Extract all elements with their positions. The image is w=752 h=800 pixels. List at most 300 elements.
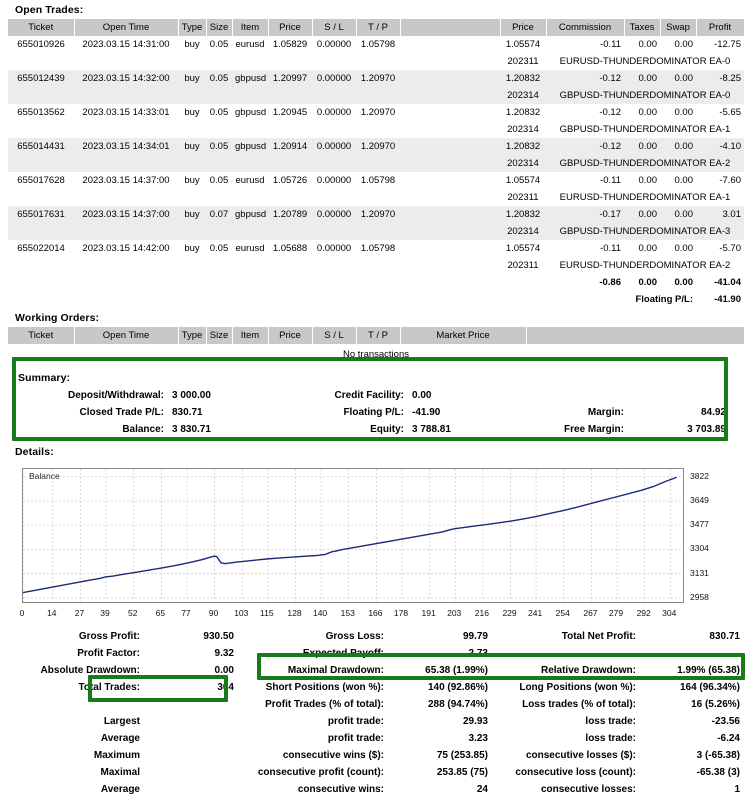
cell-size: 0.05 [206, 138, 232, 155]
chart-x-tick: 203 [447, 608, 462, 618]
cell-sl: 0.00000 [316, 39, 352, 50]
cell-sl: 0.00000 [312, 70, 356, 87]
maximal-drawdown-label: Maximal Drawdown: [287, 665, 384, 676]
stats-row-average2 [8, 781, 744, 798]
stats-blank-2 [640, 645, 744, 662]
cell-type: buy [184, 39, 200, 50]
chart-x-tick: 103 [234, 608, 249, 618]
cell-ticket: 655013562 [17, 107, 65, 118]
col-spacer [400, 19, 500, 36]
profit-factor-value: 9.32 [214, 648, 234, 659]
cell-commission: -0.12 [546, 70, 624, 87]
cell-size: 0.05 [209, 39, 229, 50]
cell-price: 1.05726 [272, 175, 308, 186]
chart-x-tick: 90 [208, 608, 219, 618]
cell-commission: -0.12 [599, 107, 621, 118]
gross-profit-label: Gross Profit: [78, 631, 140, 642]
average-label-2: Average [100, 784, 140, 795]
wo-col-open-time[interactable]: Open Time [74, 327, 178, 344]
cell-ticket: 655010926 [17, 39, 65, 50]
cell-type: buy [184, 175, 200, 186]
chart-legend-balance: Balance [29, 471, 60, 481]
cell-profit: -5.65 [719, 107, 741, 118]
cell-type: buy [178, 206, 206, 223]
cell-item: gbpusd [232, 138, 268, 155]
chart-x-tick: 65 [155, 608, 166, 618]
working-orders-empty-message: No transactions [342, 349, 409, 360]
chart-x-tick: 292 [636, 608, 651, 618]
summary-blank-1 [518, 387, 628, 404]
col-price[interactable]: Price [268, 19, 312, 36]
col-commission[interactable]: Commission [546, 19, 624, 36]
chart-x-tick: 140 [312, 608, 328, 618]
cell-open-time: 2023.03.15 14:32:00 [74, 70, 178, 87]
cell-close-price: 1.05574 [505, 175, 541, 186]
closed-pl-value: 830.71 [172, 407, 203, 418]
cell-sl: 0.00000 [312, 138, 356, 155]
open-trades-caption: Open Trades: [15, 4, 84, 16]
cell-close-price: 1.20832 [500, 206, 546, 223]
average-label: Average [100, 733, 140, 744]
totals-profit: -41.04 [714, 277, 741, 288]
cell-comment: EURUSD-THUNDERDOMINATOR EA-2 [559, 260, 731, 271]
cell-comment-spacer [8, 223, 500, 240]
col-ticket[interactable]: Ticket [8, 19, 74, 36]
chart-x-tick: 77 [181, 608, 191, 618]
totals-taxes: 0.00 [638, 277, 657, 288]
cell-swap: 0.00 [660, 70, 696, 87]
stats-row-gross [8, 628, 744, 645]
cell-item: gbpusd [232, 70, 268, 87]
cell-comment-spacer [8, 87, 500, 104]
cell-ticket: 655017628 [17, 175, 65, 186]
closed-pl-label: Closed Trade P/L: [79, 407, 164, 418]
cell-open-time: 2023.03.15 14:33:01 [82, 107, 170, 118]
wo-col-market-price[interactable]: Market Price [400, 327, 526, 344]
max-cons-losses-value: 3 (-65.38) [696, 750, 740, 761]
col-item[interactable]: Item [232, 19, 268, 36]
cell-comment-spacer [8, 189, 500, 206]
cell-type: buy [184, 107, 200, 118]
summary-row-2 [18, 404, 730, 421]
relative-drawdown-label: Relative Drawdown: [540, 665, 636, 676]
credit-value: 0.00 [412, 390, 432, 401]
stats-row-maximal [8, 764, 744, 781]
cell-sl: 0.00000 [312, 206, 356, 223]
maximal-cons-loss-value: -65.38 (3) [696, 767, 740, 778]
wo-col-spacer [526, 327, 744, 344]
profit-trades-label: Profit Trades (% of total): [265, 699, 384, 710]
chart-plot-area [22, 468, 684, 603]
average-blank [144, 730, 238, 747]
wo-col-ticket[interactable]: Ticket [8, 327, 74, 344]
balance-label: Balance: [122, 424, 164, 435]
cell-price: 1.20945 [272, 107, 308, 118]
equity-label: Equity: [370, 424, 404, 435]
cell-commission: -0.11 [600, 243, 621, 254]
table-row[interactable] [8, 240, 744, 257]
wo-col-tp[interactable]: T / P [356, 327, 400, 344]
cell-comment: GBPUSD-THUNDERDOMINATOR EA-2 [546, 155, 744, 172]
summary-row-3 [18, 421, 730, 438]
table-row-comment [8, 121, 744, 138]
cell-open-time: 2023.03.15 14:37:00 [82, 175, 170, 186]
cell-profit: -12.75 [714, 39, 741, 50]
chart-x-tick: 0 [19, 608, 25, 618]
cell-ticket: 655014431 [8, 138, 74, 155]
absolute-drawdown-value: 0.00 [214, 665, 234, 676]
largest-label: Largest [103, 716, 140, 727]
chart-x-tick: 153 [340, 608, 355, 618]
chart-x-tick: 191 [421, 608, 436, 618]
cell-taxes: 0.00 [638, 39, 657, 50]
cell-price: 1.20789 [268, 206, 312, 223]
chart-y-tick: 3822 [690, 470, 709, 481]
average2-blank [144, 781, 238, 798]
cell-swap: 0.00 [674, 243, 693, 254]
col-close-price[interactable]: Price [500, 19, 546, 36]
maximal-drawdown-value: 65.38 (1.99%) [425, 665, 488, 676]
maximum-blank [144, 747, 238, 764]
cell-item: eurusd [235, 175, 265, 186]
open-trades-body [8, 36, 744, 308]
maximal-label: Maximal [100, 767, 140, 778]
average-profit-value: 3.23 [468, 733, 488, 744]
floating-pl-row [8, 291, 744, 308]
cell-swap: 0.00 [660, 138, 696, 155]
maximal-cons-profit-value: 253.85 (75) [436, 767, 488, 778]
chart-x-tick: 39 [100, 608, 110, 618]
cell-comment-spacer [8, 257, 500, 274]
cell-ticket: 655012439 [8, 70, 74, 87]
cell-spacer [400, 104, 500, 121]
avg-cons-losses-value: 1 [734, 784, 740, 795]
profit-trades-value: 288 (94.74%) [427, 699, 488, 710]
total-net-profit-value: 830.71 [709, 631, 740, 642]
table-row[interactable] [8, 36, 744, 53]
totals-swap: 0.00 [674, 277, 693, 288]
maximal-blank [144, 764, 238, 781]
avg-cons-losses-label: consecutive losses: [540, 784, 636, 795]
maximal-cons-profit-label: consecutive profit (count): [257, 767, 384, 778]
stats-row-factor [8, 645, 744, 662]
cell-swap: 0.00 [674, 175, 693, 186]
cell-taxes: 0.00 [638, 243, 657, 254]
gross-loss-label: Gross Loss: [325, 631, 384, 642]
free-margin-label: Free Margin: [563, 424, 624, 435]
cell-item: gbpusd [235, 107, 267, 118]
cell-taxes: 0.00 [624, 206, 660, 223]
cell-tp: 1.20970 [356, 206, 400, 223]
summary-caption: Summary: [18, 372, 71, 384]
table-row[interactable] [8, 206, 744, 223]
table-row-comment [8, 189, 744, 206]
cell-tp: 1.20970 [356, 70, 400, 87]
wo-col-price[interactable]: Price [268, 327, 312, 344]
col-type[interactable]: Type [178, 19, 206, 36]
chart-x-tick: 304 [662, 608, 677, 618]
cell-size: 0.07 [206, 206, 232, 223]
summary-section [8, 366, 744, 442]
cell-spacer [400, 36, 500, 53]
cell-item: eurusd [235, 243, 265, 254]
cell-comment-spacer [8, 121, 500, 138]
cell-sl: 0.00000 [316, 107, 352, 118]
long-positions-value: 164 (96.34%) [679, 682, 740, 693]
cell-profit: 3.01 [696, 206, 744, 223]
cell-comment: EURUSD-THUNDERDOMINATOR EA-0 [559, 56, 731, 67]
free-margin-value: 3 703.89 [687, 424, 726, 435]
cell-profit: -5.70 [719, 243, 741, 254]
table-row-comment [8, 155, 744, 172]
cell-open-time: 2023.03.15 14:37:00 [74, 206, 178, 223]
floating-pl-label-cell: Floating P/L: [635, 294, 693, 305]
total-trades-value: 304 [217, 682, 234, 693]
cell-close-price: 1.20832 [500, 70, 546, 87]
cell-profit: -4.10 [696, 138, 744, 155]
largest-loss-value: -23.56 [711, 716, 740, 727]
cell-comment-spacer [8, 155, 500, 172]
absolute-drawdown-label: Absolute Drawdown: [40, 665, 140, 676]
table-row[interactable] [8, 104, 744, 121]
equity-value: 3 788.81 [412, 424, 451, 435]
chart-x-tick: 115 [260, 608, 274, 618]
cell-comment: GBPUSD-THUNDERDOMINATOR EA-3 [546, 223, 744, 240]
chart-x-tick: 178 [393, 608, 409, 618]
col-taxes[interactable]: Taxes [624, 19, 660, 36]
stats-blank-4 [144, 696, 238, 713]
average-loss-value: -6.24 [717, 733, 740, 744]
totals-commission: -0.86 [599, 277, 621, 288]
short-positions-value: 140 (92.86%) [427, 682, 488, 693]
balance-chart [8, 464, 744, 624]
summary-blank-2 [628, 387, 730, 404]
chart-y-tick: 2958 [690, 591, 709, 602]
cell-close-price: 1.05574 [505, 39, 541, 50]
cell-open-time: 2023.03.15 14:31:00 [82, 39, 170, 50]
average-loss-label: loss trade: [585, 733, 636, 744]
cell-tp: 1.20970 [356, 138, 400, 155]
summary-row-1 [18, 387, 730, 404]
cell-magic-number: 202314 [507, 124, 539, 135]
wo-col-sl[interactable]: S / L [312, 327, 356, 344]
balance-value: 3 830.71 [172, 424, 211, 435]
chart-x-tick: 241 [528, 608, 543, 618]
cell-type: buy [184, 243, 200, 254]
col-tp[interactable]: T / P [356, 19, 400, 36]
cell-spacer [400, 70, 500, 87]
chart-x-tick: 128 [287, 608, 302, 618]
wo-col-item[interactable]: Item [232, 327, 268, 344]
chart-x-tick: 14 [47, 608, 57, 618]
loss-trades-value: 16 (5.26%) [691, 699, 740, 710]
chart-x-axis-labels [19, 607, 684, 621]
cell-item: gbpusd [232, 206, 268, 223]
cell-close-price: 1.05574 [505, 243, 541, 254]
cell-comment: EURUSD-THUNDERDOMINATOR EA-1 [559, 192, 731, 203]
cell-size: 0.05 [209, 107, 229, 118]
chart-y-tick: 3477 [690, 519, 709, 530]
cell-size: 0.05 [206, 70, 232, 87]
chart-x-tick: 27 [74, 608, 85, 618]
stats-row-winloss [8, 696, 744, 713]
cell-tp: 1.20970 [360, 107, 396, 118]
total-net-profit-label: Total Net Profit: [561, 631, 636, 642]
table-row[interactable] [8, 172, 744, 189]
cell-comment: GBPUSD-THUNDERDOMINATOR EA-1 [559, 124, 731, 135]
working-orders-caption: Working Orders: [15, 312, 100, 324]
stats-row-drawdown [8, 662, 744, 679]
floating-pl-value-cell: -41.90 [714, 294, 741, 305]
cell-sl: 0.00000 [316, 243, 352, 254]
cell-close-price: 1.20832 [500, 138, 546, 155]
working-orders-table [8, 327, 745, 344]
profit-factor-label: Profit Factor: [77, 648, 140, 659]
cell-taxes: 0.00 [638, 107, 657, 118]
short-positions-label: Short Positions (won %): [265, 682, 384, 693]
avg-cons-wins-value: 24 [476, 784, 488, 795]
floating-pl-label: Floating P/L: [343, 407, 404, 418]
chart-y-tick: 3131 [690, 567, 709, 578]
cell-price: 1.05688 [272, 243, 308, 254]
totals-row [8, 274, 744, 291]
cell-magic-number: 202314 [500, 155, 546, 172]
cell-magic-number: 202311 [507, 56, 539, 67]
cell-profit: -8.25 [696, 70, 744, 87]
chart-x-tick: 254 [555, 608, 570, 618]
cell-ticket: 655022014 [17, 243, 65, 254]
cell-spacer [400, 172, 500, 189]
stats-blank-1 [492, 645, 640, 662]
stats-row-trades [8, 679, 744, 696]
cell-taxes: 0.00 [638, 175, 657, 186]
cell-price: 1.20997 [268, 70, 312, 87]
cell-size: 0.05 [209, 243, 229, 254]
floating-pl-value: -41.90 [412, 407, 441, 418]
col-open-time[interactable]: Open Time [74, 19, 178, 36]
totals-spacer [8, 274, 546, 291]
col-swap[interactable]: Swap [660, 19, 696, 36]
deposit-value: 3 000.00 [172, 390, 211, 401]
expected-payoff-label: Expected Payoff: [302, 648, 384, 659]
open-trades-header-row [8, 19, 744, 36]
cell-tp: 1.05798 [360, 175, 396, 186]
wo-col-type[interactable]: Type [178, 327, 206, 344]
cell-commission: -0.11 [600, 175, 621, 186]
cell-commission: -0.12 [546, 138, 624, 155]
col-profit[interactable]: Profit [696, 19, 744, 36]
chart-x-tick: 267 [583, 608, 598, 618]
chart-y-axis-labels [690, 464, 744, 607]
cell-taxes: 0.00 [624, 138, 660, 155]
cell-price: 1.05829 [272, 39, 308, 50]
stats-row-average [8, 730, 744, 747]
open-trades-table [8, 19, 745, 308]
cell-type: buy [178, 138, 206, 155]
cell-size: 0.05 [209, 175, 229, 186]
cell-swap: 0.00 [674, 107, 693, 118]
chart-x-tick: 52 [127, 608, 138, 618]
expected-payoff-value: 2.73 [468, 648, 488, 659]
cell-comment: GBPUSD-THUNDERDOMINATOR EA-0 [546, 87, 744, 104]
average-profit-label: profit trade: [327, 733, 384, 744]
cell-item: eurusd [235, 39, 265, 50]
chart-x-tick: 229 [502, 608, 517, 618]
gross-profit-value: 930.50 [203, 631, 234, 642]
largest-blank [144, 713, 238, 730]
cell-tp: 1.05798 [360, 243, 396, 254]
max-cons-wins-value: 75 (253.85) [436, 750, 488, 761]
cell-swap: 0.00 [674, 39, 693, 50]
chart-x-tick: 279 [608, 608, 624, 618]
col-sl[interactable]: S / L [312, 19, 356, 36]
stats-blank-3 [8, 696, 144, 713]
table-row-comment [8, 257, 744, 274]
deposit-label: Deposit/Withdrawal: [67, 390, 164, 401]
long-positions-label: Long Positions (won %): [519, 682, 636, 693]
cell-open-time: 2023.03.15 14:34:01 [74, 138, 178, 155]
gross-loss-value: 99.79 [462, 631, 488, 642]
floating-spacer [8, 291, 500, 308]
maximal-cons-loss-label: consecutive loss (count): [515, 767, 636, 778]
cell-open-time: 2023.03.15 14:42:00 [82, 243, 170, 254]
avg-cons-wins-label: consecutive wins: [297, 784, 384, 795]
margin-value: 84.92 [700, 407, 726, 418]
chart-svg [23, 469, 683, 602]
total-trades-label: Total Trades: [78, 682, 140, 693]
cell-comment-spacer [8, 53, 500, 70]
cell-spacer [400, 240, 500, 257]
cell-taxes: 0.00 [624, 70, 660, 87]
table-row[interactable] [8, 70, 744, 87]
working-orders-header-row [8, 327, 744, 344]
wo-col-size[interactable]: Size [206, 327, 232, 344]
largest-profit-value: 29.93 [462, 716, 488, 727]
table-row-comment [8, 223, 744, 240]
col-size[interactable]: Size [206, 19, 232, 36]
table-row[interactable] [8, 138, 744, 155]
table-row-comment [8, 87, 744, 104]
table-row-comment [8, 53, 744, 70]
cell-close-price: 1.20832 [505, 107, 541, 118]
cell-sl: 0.00000 [316, 175, 352, 186]
cell-tp: 1.05798 [360, 39, 396, 50]
maximum-label: Maximum [93, 750, 140, 761]
credit-label: Credit Facility: [334, 390, 404, 401]
max-cons-losses-label: consecutive losses ($): [525, 750, 636, 761]
cell-magic-number: 202314 [500, 223, 546, 240]
largest-loss-label: loss trade: [585, 716, 636, 727]
details-caption: Details: [15, 446, 54, 458]
cell-ticket: 655017631 [8, 206, 74, 223]
chart-x-tick: 216 [474, 608, 489, 618]
stats-row-largest [8, 713, 744, 730]
statistics-table [8, 628, 744, 798]
cell-price: 1.20914 [268, 138, 312, 155]
cell-swap: 0.00 [660, 206, 696, 223]
cell-magic-number: 202311 [507, 260, 539, 271]
cell-spacer [400, 206, 500, 223]
relative-drawdown-value: 1.99% (65.38) [677, 665, 740, 676]
cell-commission: -0.17 [546, 206, 624, 223]
cell-magic-number: 202314 [500, 87, 546, 104]
largest-profit-label: profit trade: [327, 716, 384, 727]
cell-commission: -0.11 [600, 39, 621, 50]
stats-row-maximum [8, 747, 744, 764]
summary-table [18, 387, 730, 438]
cell-profit: -7.60 [719, 175, 741, 186]
chart-x-tick: 166 [368, 608, 383, 618]
